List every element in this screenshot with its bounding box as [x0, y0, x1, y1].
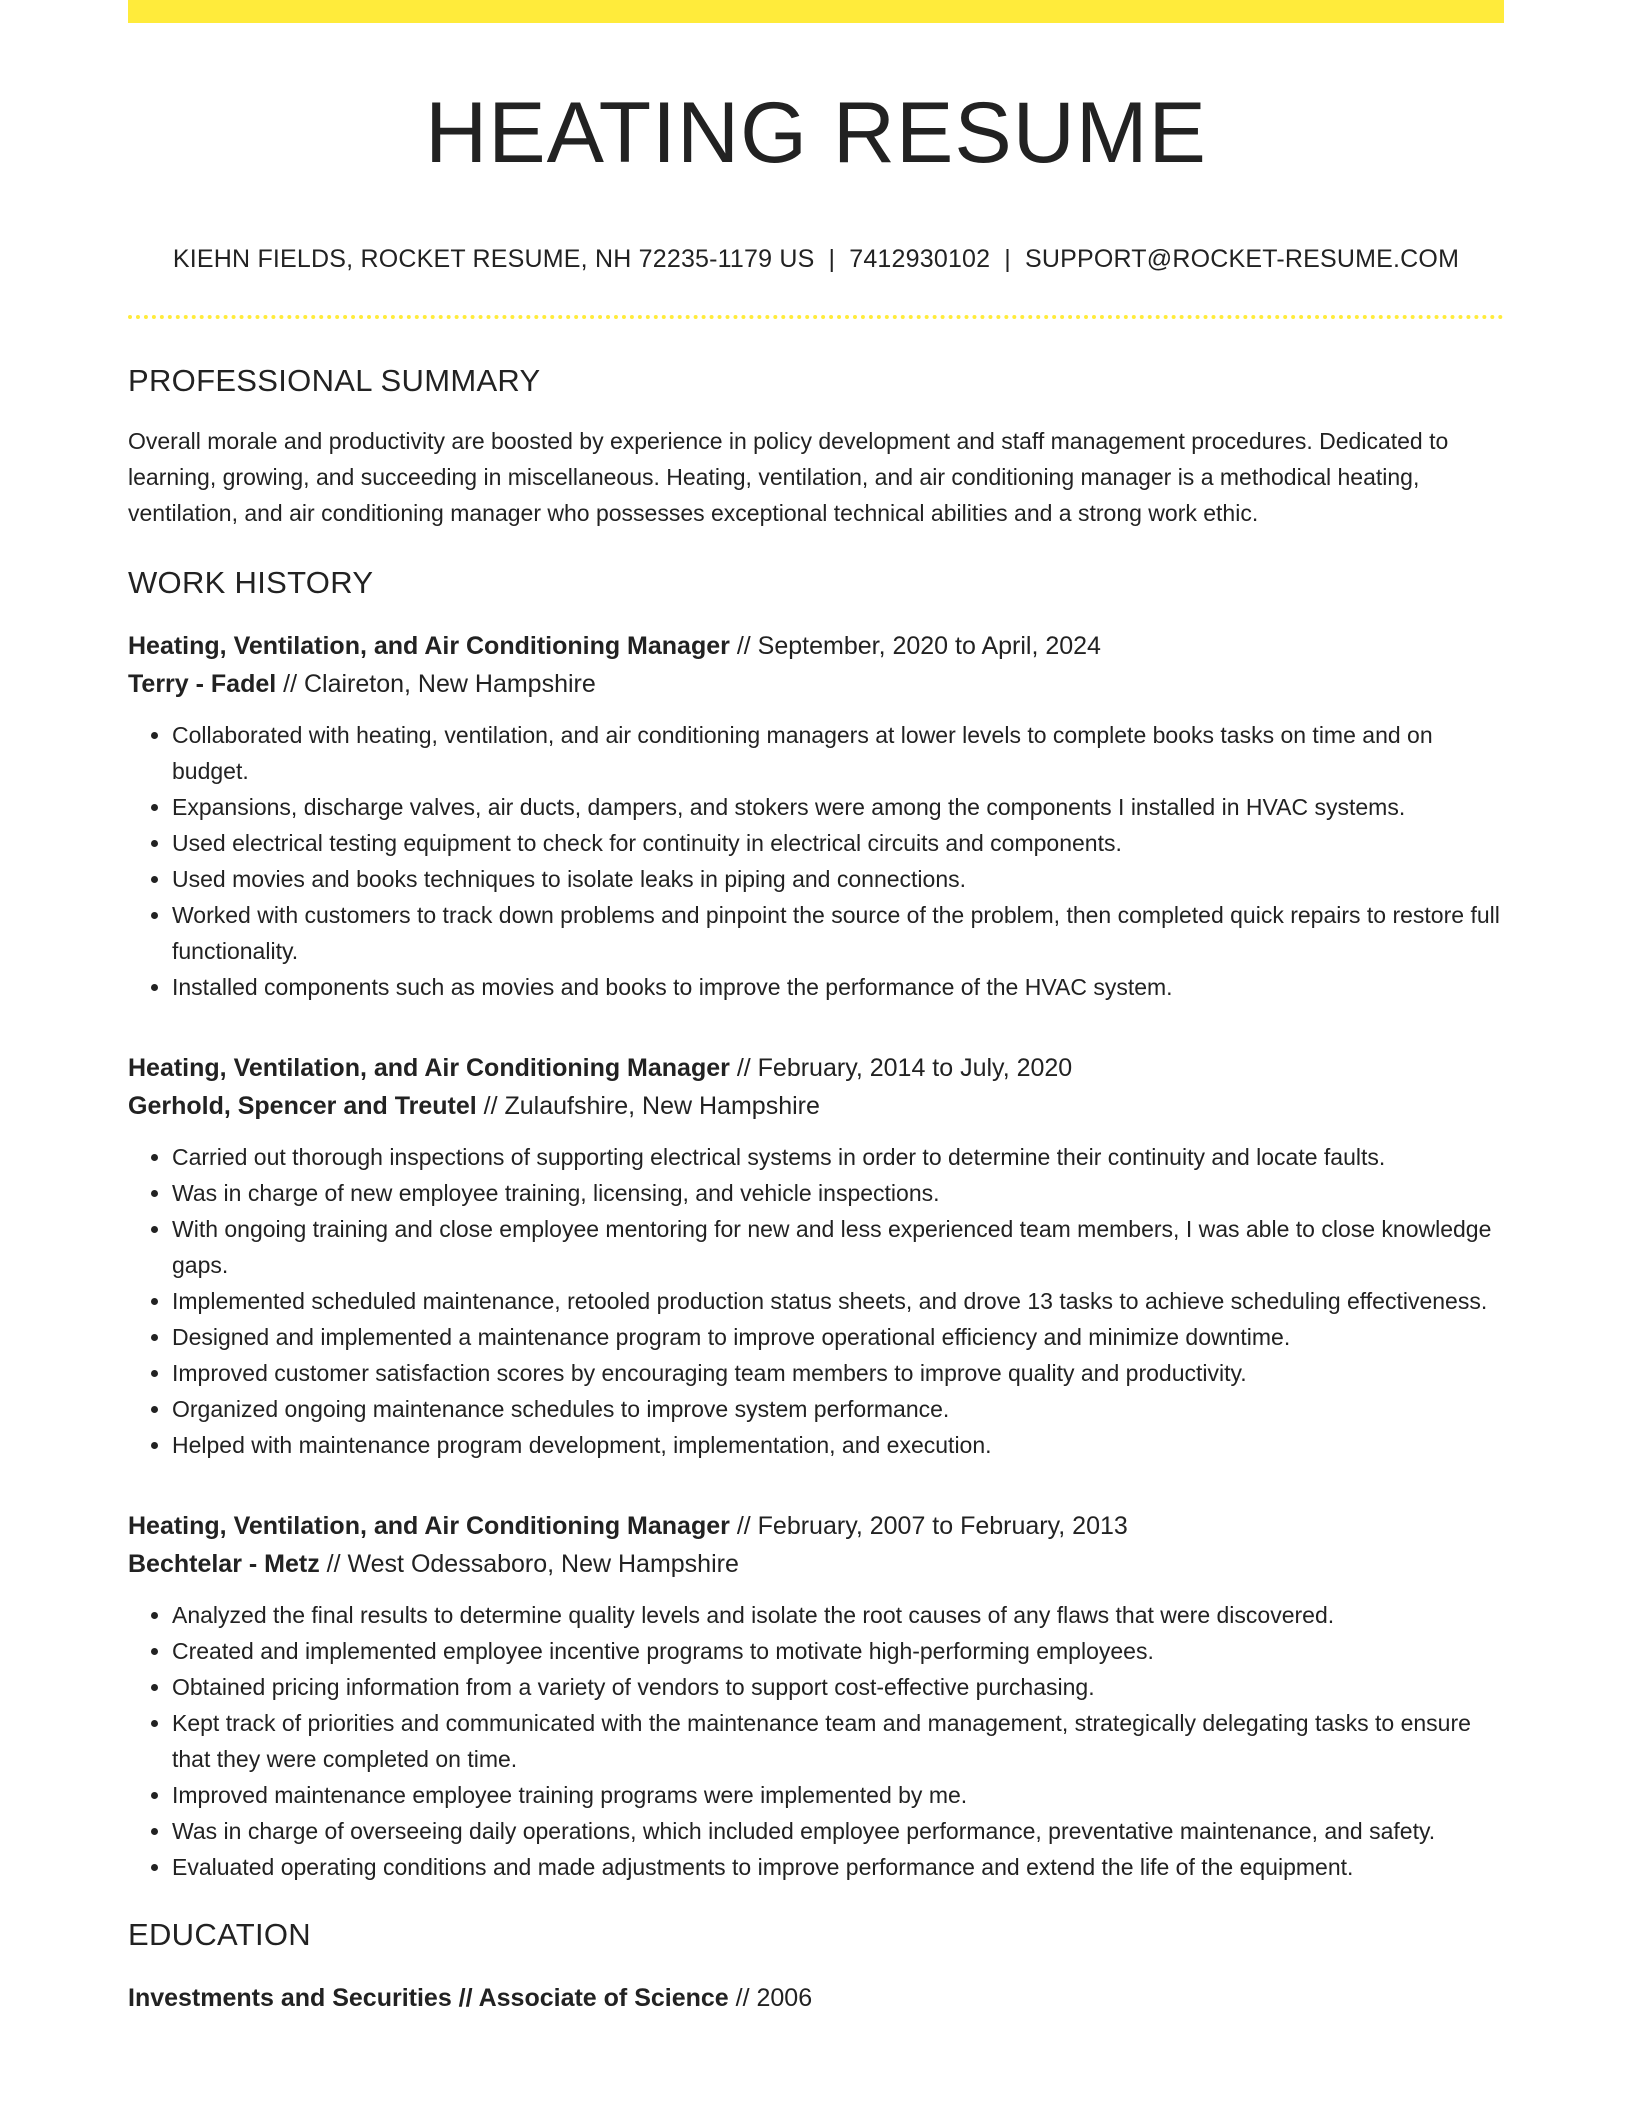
- job-title: Heating, Ventilation, and Air Conditioning Manager: [128, 1054, 730, 1082]
- job-entry: [128, 627, 1504, 1005]
- job-company-line: [128, 1087, 1504, 1125]
- job-bullet: • Implemented scheduled maintenance, retooled production status sheets, and drove 13 tasks to achieve scheduling effectiveness.: [172, 1283, 1504, 1319]
- job-bullet: • Created and implemented employee incentive programs to motivate high-performing employees.: [172, 1633, 1504, 1669]
- job-entry: [128, 1049, 1504, 1463]
- education-heading: EDUCATION: [128, 1917, 311, 1952]
- job-company-line: [128, 665, 1504, 703]
- job-bullet: • Expansions, discharge valves, air ducts, dampers, and stokers were among the components I installed in HVAC systems.: [172, 789, 1504, 825]
- work-history-heading: WORK HISTORY: [128, 565, 374, 600]
- job-bullet: • Helped with maintenance program development, implementation, and execution.: [172, 1427, 1504, 1463]
- job-bullets: [128, 1139, 1504, 1463]
- contact-line: [128, 243, 1504, 275]
- job-bullet: • Collaborated with heating, ventilation, and air conditioning managers at lower levels to complete books tasks on time and on budget.: [172, 717, 1504, 789]
- job-bullet: • Kept track of priorities and communicated with the maintenance team and management, strategically delegating tasks to ensure that they were completed on time.: [172, 1705, 1504, 1777]
- job-title-line: [128, 1049, 1504, 1087]
- job-bullet: • Used electrical testing equipment to check for continuity in electrical circuits and components.: [172, 825, 1504, 861]
- job-bullet: • Designed and implemented a maintenance program to improve operational efficiency and minimize downtime.: [172, 1319, 1504, 1355]
- job-bullets: [128, 717, 1504, 1005]
- job-bullet: • Analyzed the final results to determine quality levels and isolate the root causes of any flaws that were discovered.: [172, 1597, 1504, 1633]
- job-bullet: • Was in charge of new employee training, licensing, and vehicle inspections.: [172, 1175, 1504, 1211]
- job-bullet: • Worked with customers to track down problems and pinpoint the source of the problem, then completed quick repairs to restore full functionality.: [172, 897, 1504, 969]
- job-bullet: • Was in charge of overseeing daily operations, which included employee performance, preventative maintenance, and safety.: [172, 1813, 1504, 1849]
- job-bullet: • Installed components such as movies and books to improve the performance of the HVAC system.: [172, 969, 1504, 1005]
- job-location: // West Odessaboro, New Hampshire: [319, 1550, 739, 1578]
- summary-text: Overall morale and productivity are boosted by experience in policy development and staff management procedures. Dedicated to learning, growing, and succeeding in miscellaneous. Heating, ventilation, and air conditioning manager is a methodical heating, ventilation, and air conditioning manager who possesses exceptional technical abilities and a strong work ethic.: [128, 428, 1449, 526]
- job-title-line: [128, 1507, 1504, 1545]
- contact-separator: |: [1004, 245, 1011, 273]
- job-title: Heating, Ventilation, and Air Conditioning Manager: [128, 1512, 730, 1540]
- job-bullet: • Used movies and books techniques to isolate leaks in piping and connections.: [172, 861, 1504, 897]
- contact-phone: 7412930102: [849, 245, 991, 273]
- job-bullet: • Evaluated operating conditions and made adjustments to improve performance and extend the life of the equipment.: [172, 1849, 1504, 1885]
- contact-email: SUPPORT@ROCKET-RESUME.COM: [1024, 245, 1460, 273]
- job-bullets: [128, 1597, 1504, 1885]
- job-company: Terry - Fadel: [128, 670, 277, 698]
- job-title: Heating, Ventilation, and Air Conditioning Manager: [128, 632, 730, 660]
- job-bullet: • Obtained pricing information from a variety of vendors to support cost-effective purchasing.: [172, 1669, 1504, 1705]
- job-entry: [128, 1507, 1504, 1885]
- job-bullet: • Carried out thorough inspections of supporting electrical systems in order to determine their continuity and locate faults.: [172, 1139, 1504, 1175]
- summary-heading: PROFESSIONAL SUMMARY: [128, 363, 541, 398]
- job-bullet: • With ongoing training and close employee mentoring for new and less experienced team members, I was able to close knowledge gaps.: [172, 1211, 1504, 1283]
- job-dates: // February, 2007 to February, 2013: [729, 1512, 1128, 1540]
- resume-page: [128, 0, 1504, 2017]
- job-company: Gerhold, Spencer and Treutel: [128, 1092, 477, 1120]
- job-location: // Zulaufshire, New Hampshire: [476, 1092, 820, 1120]
- job-dates: // September, 2020 to April, 2024: [729, 632, 1101, 660]
- job-bullet: • Improved maintenance employee training programs were implemented by me.: [172, 1777, 1504, 1813]
- dotted-divider: [128, 315, 1504, 319]
- job-bullet: • Improved customer satisfaction scores by encouraging team members to improve quality and productivity.: [172, 1355, 1504, 1391]
- contact-separator: |: [828, 245, 836, 273]
- education-degree: Investments and Securities // Associate of Science: [128, 1984, 729, 2012]
- page-title: HEATING RESUME: [425, 85, 1207, 181]
- job-title-line: [128, 627, 1504, 665]
- education-year: // 2006: [728, 1984, 813, 2012]
- accent-top-bar: [128, 0, 1504, 23]
- education-entry: [128, 1979, 1504, 2017]
- contact-address: KIEHN FIELDS, ROCKET RESUME, NH 72235-1179 US: [172, 245, 815, 273]
- job-dates: // February, 2014 to July, 2020: [729, 1054, 1073, 1082]
- job-location: // Claireton, New Hampshire: [276, 670, 596, 698]
- job-bullet: • Organized ongoing maintenance schedules to improve system performance.: [172, 1391, 1504, 1427]
- job-company: Bechtelar - Metz: [128, 1550, 320, 1578]
- job-company-line: [128, 1545, 1504, 1583]
